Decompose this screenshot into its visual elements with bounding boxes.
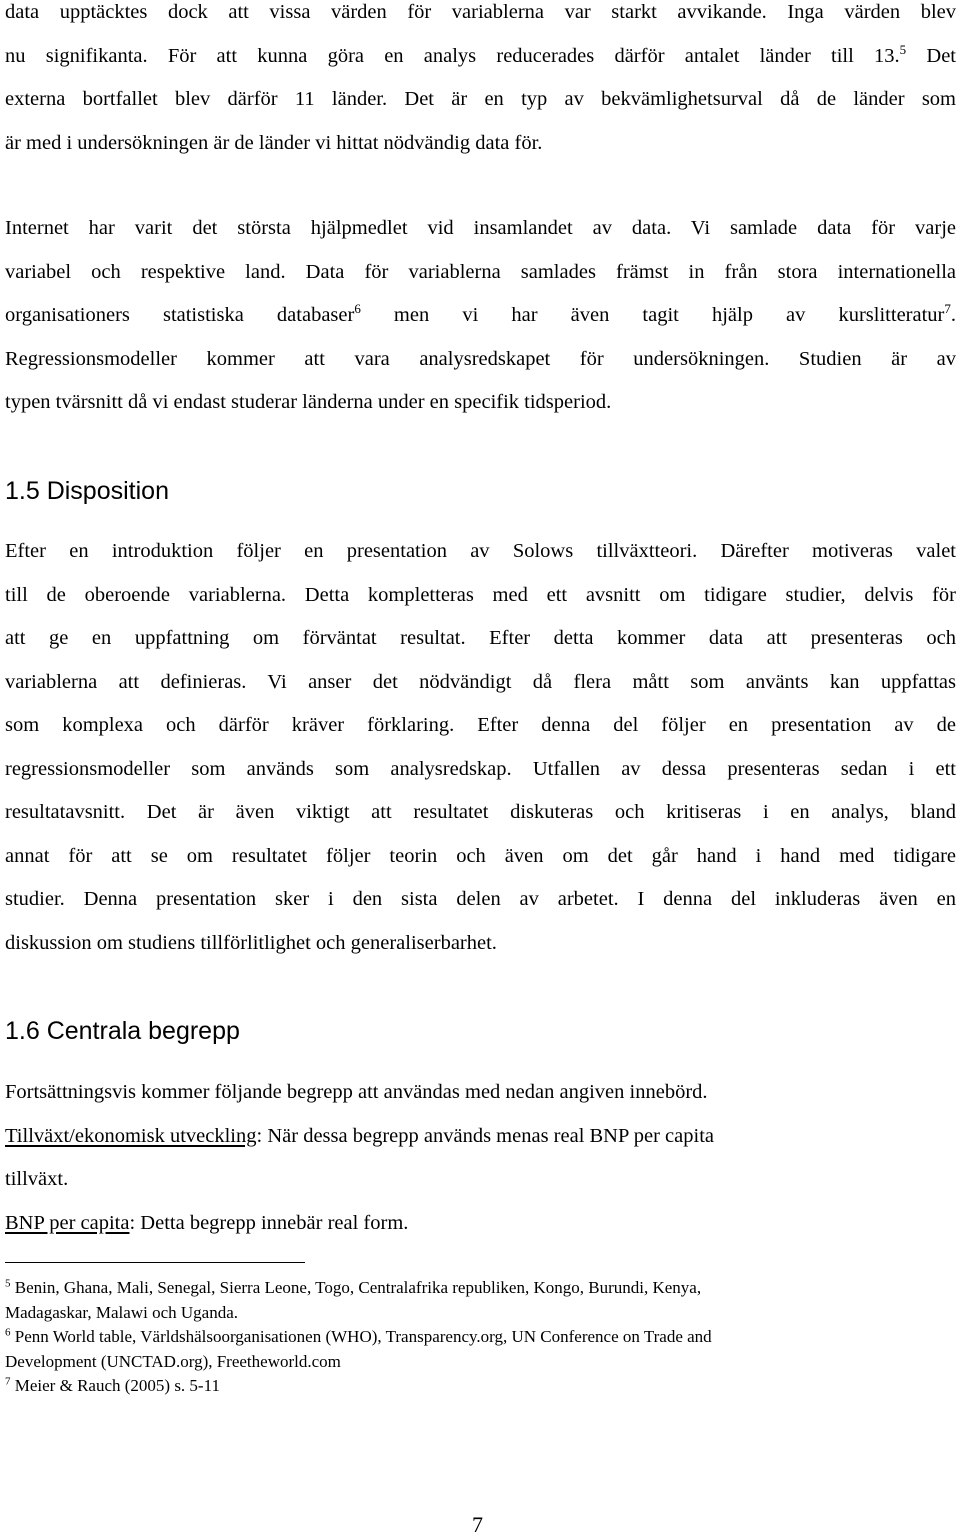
- definition-line: Tillväxt/ekonomisk utveckling: När dessa begrepp används menas real BNP per capita: [5, 1124, 714, 1147]
- paragraph-data-collection: [5, 207, 956, 425]
- footnote-ref-6: 6: [354, 301, 361, 317]
- text-line: tillväxt.: [5, 1168, 69, 1190]
- text-line: Efter en introduktion följer en presentation av Solows tillväxtteori. Därefter motiveras valet: [5, 540, 956, 562]
- term-growth: Tillväxt/ekonomisk utveckling: [5, 1124, 257, 1147]
- footnote-6-cont: Development (UNCTAD.org), Freetheworld.com: [5, 1351, 341, 1371]
- text-line: variablerna att definieras. Vi anser det nödvändigt då flera mått som använts kan uppfattas: [5, 670, 956, 693]
- footnote-ref-5: 5: [899, 41, 907, 57]
- page-number: 7: [472, 1512, 483, 1537]
- text-line: som komplexa och därför kräver förklaring. Efter denna del följer en presentation av de: [5, 714, 956, 736]
- text-line: annat för att se om resultatet följer teorin och även om det går hand i hand med tidigare: [5, 844, 956, 867]
- text-line: studier. Denna presentation sker i den sista delen av arbetet. I denna del inkluderas även en: [5, 888, 956, 910]
- text-line: resultatavsnitt. Det är även viktigt att resultatet diskuteras och kritiseras i en analys, bland: [5, 801, 956, 823]
- section-heading-concepts: 1.6 Centrala begrepp: [5, 1017, 240, 1045]
- text-line: data upptäcktes dock att vissa värden för variablerna var starkt avvikande. Inga värden blev: [5, 1, 956, 23]
- text-line: Internet har varit det största hjälpmedlet vid insamlandet av data. Vi samlade data för varje: [5, 217, 956, 239]
- text-line: variabel och respektive land. Data för variablerna samlades främst in från stora internationella: [5, 260, 956, 283]
- section-heading-disposition: 1.5 Disposition: [5, 477, 169, 505]
- text-line: diskussion om studiens tillförlitlighet och generaliserbarhet.: [5, 931, 497, 954]
- footnote-6: $^6$ Penn World table, Världshälsoorganisationen (WHO), Transparency.org, UN Conference on Trade and: [5, 1326, 712, 1346]
- footnote-5: $^5$ Benin, Ghana, Mali, Senegal, Sierra Leone, Togo, Centralafrika republiken, Kongo, Burundi, Kenya,: [5, 1277, 702, 1297]
- footnote-ref-7: 7: [944, 301, 951, 317]
- text-line: Fortsättningsvis kommer följande begrepp att användas med nedan angiven innebörd.: [5, 1081, 708, 1103]
- footnote-5-cont: Madagaskar, Malawi och Uganda.: [5, 1302, 238, 1322]
- text-line: Regressionsmodeller kommer att vara analysredskapet för undersökningen. Studien är av: [5, 347, 956, 370]
- footnotes: [5, 1276, 956, 1399]
- footnote-separator: [5, 1262, 305, 1263]
- text-line: externa bortfallet blev därför 11 länder. Det är en typ av bekvämlighetsurval då de länder som: [5, 88, 956, 110]
- text-line: regressionsmodeller som används som analysredskap. Utfallen av dessa presenteras sedan i ett: [5, 757, 956, 780]
- text-line: nu signifikanta. För att kunna göra en analys reducerades därför antalet länder till 13.$^5$ Det: [5, 41, 956, 67]
- term-gdp-per-capita: BNP per capita: [5, 1211, 130, 1234]
- paragraph-sample-selection: [5, 0, 956, 165]
- text-line: att ge en uppfattning om förväntat resultat. Efter detta kommer data att presenteras och: [5, 627, 956, 649]
- paragraph-disposition: [5, 530, 956, 965]
- footnote-7: $^7$ Meier & Rauch (2005) s. 5-11: [5, 1375, 220, 1395]
- definition-line: BNP per capita: Detta begrepp innebär real form.: [5, 1211, 409, 1234]
- text-line: typen tvärsnitt då vi endast studerar länderna under en specifik tidsperiod.: [5, 391, 612, 413]
- paragraph-concepts: [5, 1071, 956, 1245]
- text-line: är med i undersökningen är de länder vi hittat nödvändig data för.: [5, 131, 543, 154]
- text-line: till de oberoende variablerna. Detta kompletteras med ett avsnitt om tidigare studier, delvis för: [5, 583, 956, 606]
- text-line: organisationers statistiska databaser$^6$ men vi har även tagit hjälp av kurslitteratur$^7$.: [5, 301, 956, 326]
